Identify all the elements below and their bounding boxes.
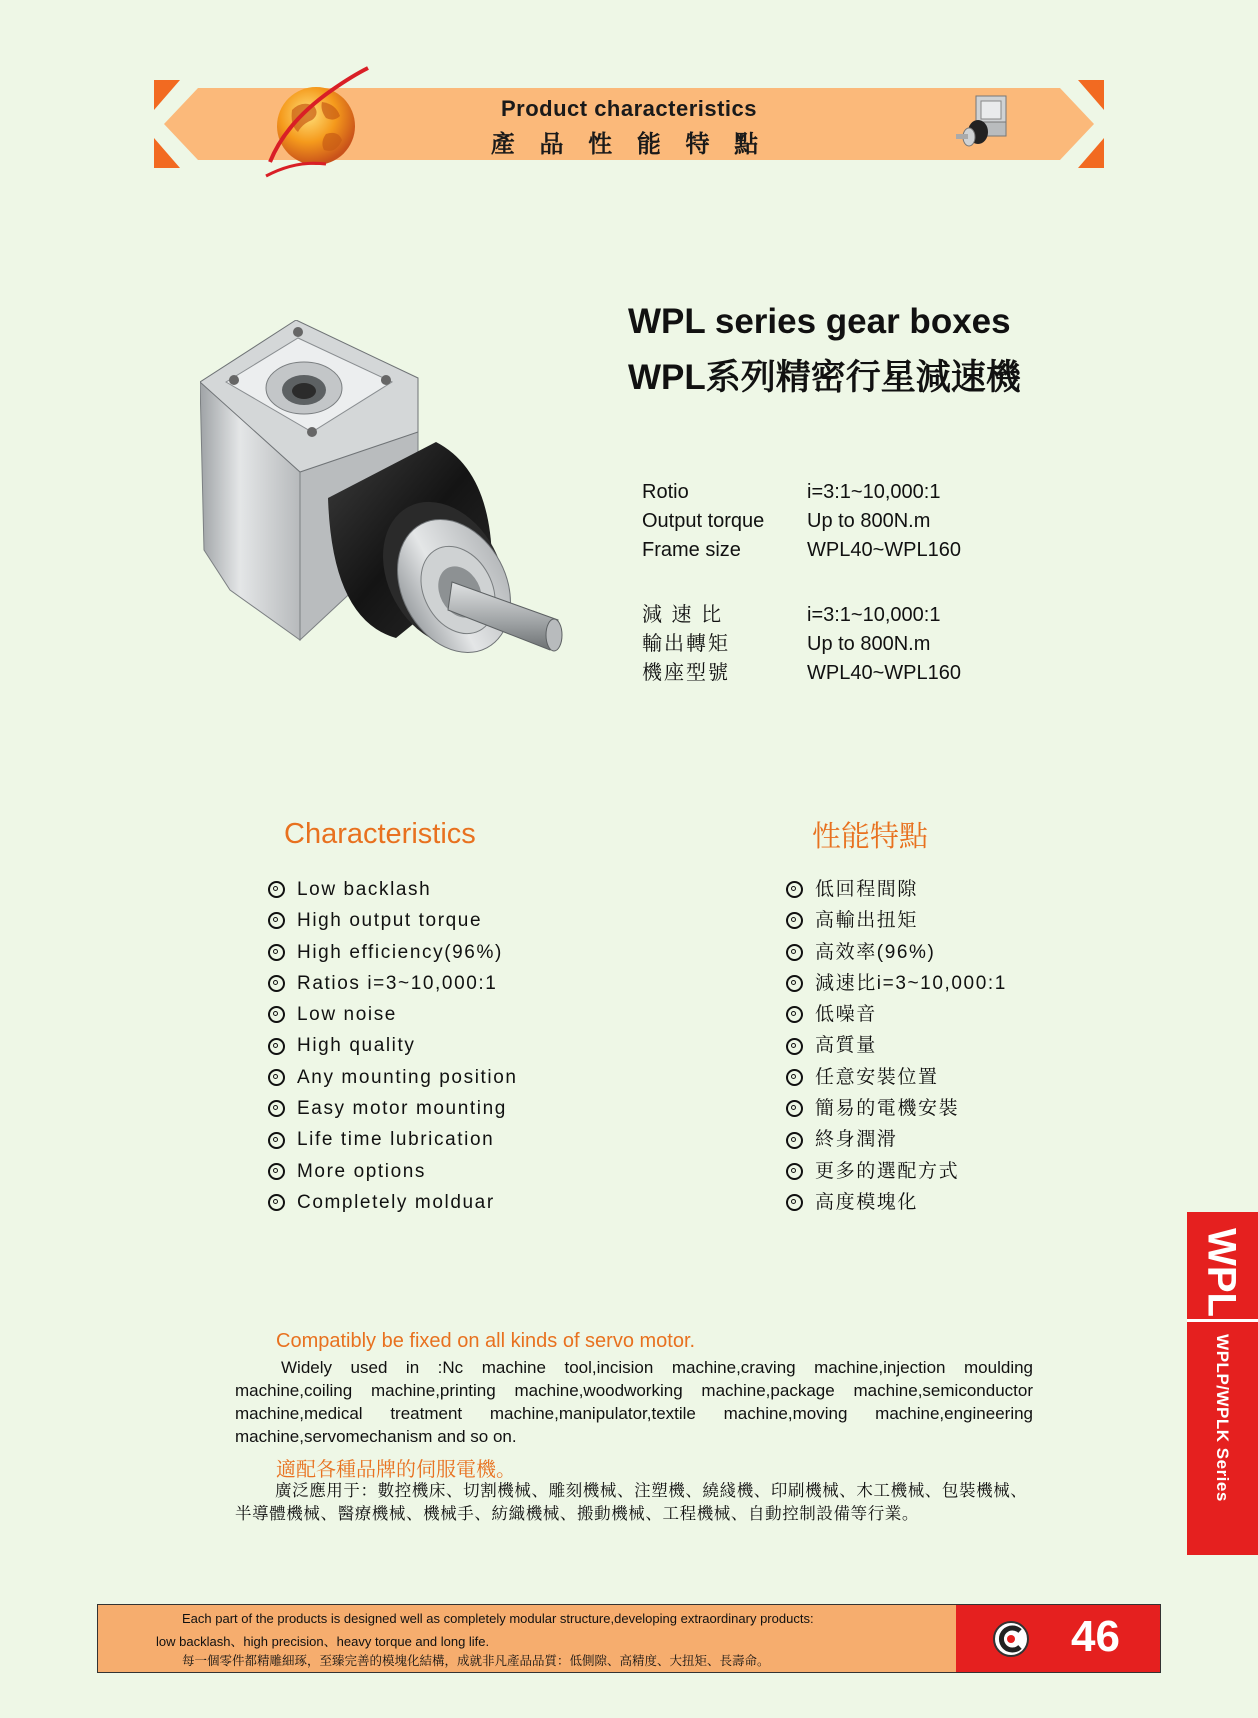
list-item: Life time lubrication	[268, 1124, 518, 1155]
gearbox-product-image	[200, 320, 574, 680]
footer-text-line1: Each part of the products is designed well as completely modular structure,developing extraordinary products:	[182, 1611, 814, 1626]
list-item: Completely molduar	[268, 1187, 518, 1218]
compatibility-heading-zh: 適配各種品牌的伺服電機。	[276, 1459, 516, 1481]
spec-label: Rotio	[642, 481, 689, 503]
list-item: 簡易的電機安裝	[786, 1093, 1007, 1124]
compatibility-body-en: Widely used in :Nc machine tool,incision machine,craving machine,injection moulding machine,coiling machine,printing machine,woodworking machine,package machine,semiconductor machine,medical treatment machine,manipulator,textile machine,moving machine,engineering machine,servomechanism and so on.	[235, 1358, 1033, 1446]
list-item: Ratios i=3~10,000:1	[268, 968, 518, 999]
spec-label: 輸出轉矩	[642, 633, 730, 655]
product-title-zh: WPL系列精密行星減速機	[628, 358, 1021, 397]
spec-label: Frame size	[642, 539, 741, 561]
company-logo-icon	[992, 1620, 1030, 1658]
double-circle-bullet-icon	[268, 975, 285, 992]
list-item: 高效率(96%)	[786, 937, 1007, 968]
double-circle-bullet-icon	[268, 881, 285, 898]
double-circle-bullet-icon	[786, 1100, 803, 1117]
page-number: 46	[1071, 1612, 1120, 1661]
list-item: 更多的選配方式	[786, 1156, 1007, 1187]
spec-row	[642, 630, 961, 659]
list-item: Low noise	[268, 999, 518, 1030]
gearbox-thumbnail-icon	[954, 92, 1016, 156]
list-item: 減速比i=3~10,000:1	[786, 968, 1007, 999]
double-circle-bullet-icon	[786, 975, 803, 992]
series-side-tab	[1187, 1212, 1258, 1555]
characteristics-heading-zh: 性能特點	[812, 821, 929, 853]
double-circle-bullet-icon	[268, 1194, 285, 1211]
compatibility-heading-en: Compatibly be fixed on all kinds of servo motor.	[276, 1330, 696, 1352]
list-item: 高質量	[786, 1030, 1007, 1061]
spec-value: Up to 800N.m	[807, 633, 931, 655]
characteristics-list-en	[268, 874, 518, 1218]
double-circle-bullet-icon	[268, 1069, 285, 1086]
spec-value: WPL40~WPL160	[807, 539, 961, 561]
double-circle-bullet-icon	[786, 1132, 803, 1149]
spec-row	[642, 478, 961, 507]
spec-label: 減 速 比	[642, 604, 724, 626]
side-tab-title: WPL	[1199, 1228, 1244, 1317]
characteristics-heading-en: Characteristics	[284, 818, 476, 850]
side-tab-series: WPLP/WPLK Series	[1213, 1334, 1232, 1502]
list-item: 任意安裝位置	[786, 1062, 1007, 1093]
double-circle-bullet-icon	[268, 1100, 285, 1117]
spec-row	[642, 601, 961, 630]
banner-title-en: Product characteristics	[500, 96, 758, 121]
double-circle-bullet-icon	[786, 944, 803, 961]
list-item: More options	[268, 1156, 518, 1187]
product-title-en: WPL series gear boxes	[628, 302, 1011, 341]
double-circle-bullet-icon	[786, 1163, 803, 1180]
globe-logo-icon	[256, 64, 380, 184]
spec-value: i=3:1~10,000:1	[807, 481, 941, 503]
footer-text-line3: 每一個零件都精雕細琢，至臻完善的模塊化結構，成就非凡產品品質：低側隙、高精度、大扭矩、長壽命。	[182, 1654, 770, 1668]
list-item: Easy motor mounting	[268, 1093, 518, 1124]
list-item: 高輸出扭矩	[786, 905, 1007, 936]
list-item: High efficiency(96%)	[268, 937, 518, 968]
double-circle-bullet-icon	[786, 881, 803, 898]
characteristics-list-zh	[786, 874, 1007, 1218]
double-circle-bullet-icon	[786, 1194, 803, 1211]
double-circle-bullet-icon	[268, 1163, 285, 1180]
spec-table-en	[642, 478, 961, 565]
list-item: Low backlash	[268, 874, 518, 905]
double-circle-bullet-icon	[786, 912, 803, 929]
list-item: High quality	[268, 1030, 518, 1061]
compatibility-body-zh: 廣泛應用于：數控機床、切割機械、雕刻機械、注塑機、繞綫機、印刷機械、木工機械、包裝機械、半導體機械、醫療機械、機械手、紡織機械、搬動機械、工程機械、自動控制設備等行業。	[235, 1482, 1028, 1523]
list-item: 高度模塊化	[786, 1187, 1007, 1218]
double-circle-bullet-icon	[268, 1132, 285, 1149]
spec-value: Up to 800N.m	[807, 510, 931, 532]
spec-table-zh	[642, 601, 961, 688]
double-circle-bullet-icon	[786, 1038, 803, 1055]
banner-title-zh: 產 品 性 能 特 點	[490, 131, 768, 158]
spec-value: i=3:1~10,000:1	[807, 604, 941, 626]
side-tab-main	[1187, 1212, 1258, 1322]
list-item: 低噪音	[786, 999, 1007, 1030]
spec-value: WPL40~WPL160	[807, 662, 961, 684]
double-circle-bullet-icon	[268, 912, 285, 929]
list-item: Any mounting position	[268, 1062, 518, 1093]
double-circle-bullet-icon	[786, 1069, 803, 1086]
double-circle-bullet-icon	[268, 1038, 285, 1055]
footer-page-block	[956, 1605, 1160, 1672]
footer-bar	[97, 1604, 1161, 1673]
spec-label: Output torque	[642, 510, 765, 532]
list-item: 終身潤滑	[786, 1124, 1007, 1155]
footer-text-line2: low backlash、high precision、heavy torque and long life.	[156, 1634, 490, 1649]
spec-row	[642, 659, 961, 688]
spec-row	[642, 507, 961, 536]
double-circle-bullet-icon	[268, 1006, 285, 1023]
spec-row	[642, 536, 961, 565]
spec-label: 機座型號	[642, 662, 730, 684]
list-item: High output torque	[268, 905, 518, 936]
list-item: 低回程間隙	[786, 874, 1007, 905]
double-circle-bullet-icon	[268, 944, 285, 961]
double-circle-bullet-icon	[786, 1006, 803, 1023]
